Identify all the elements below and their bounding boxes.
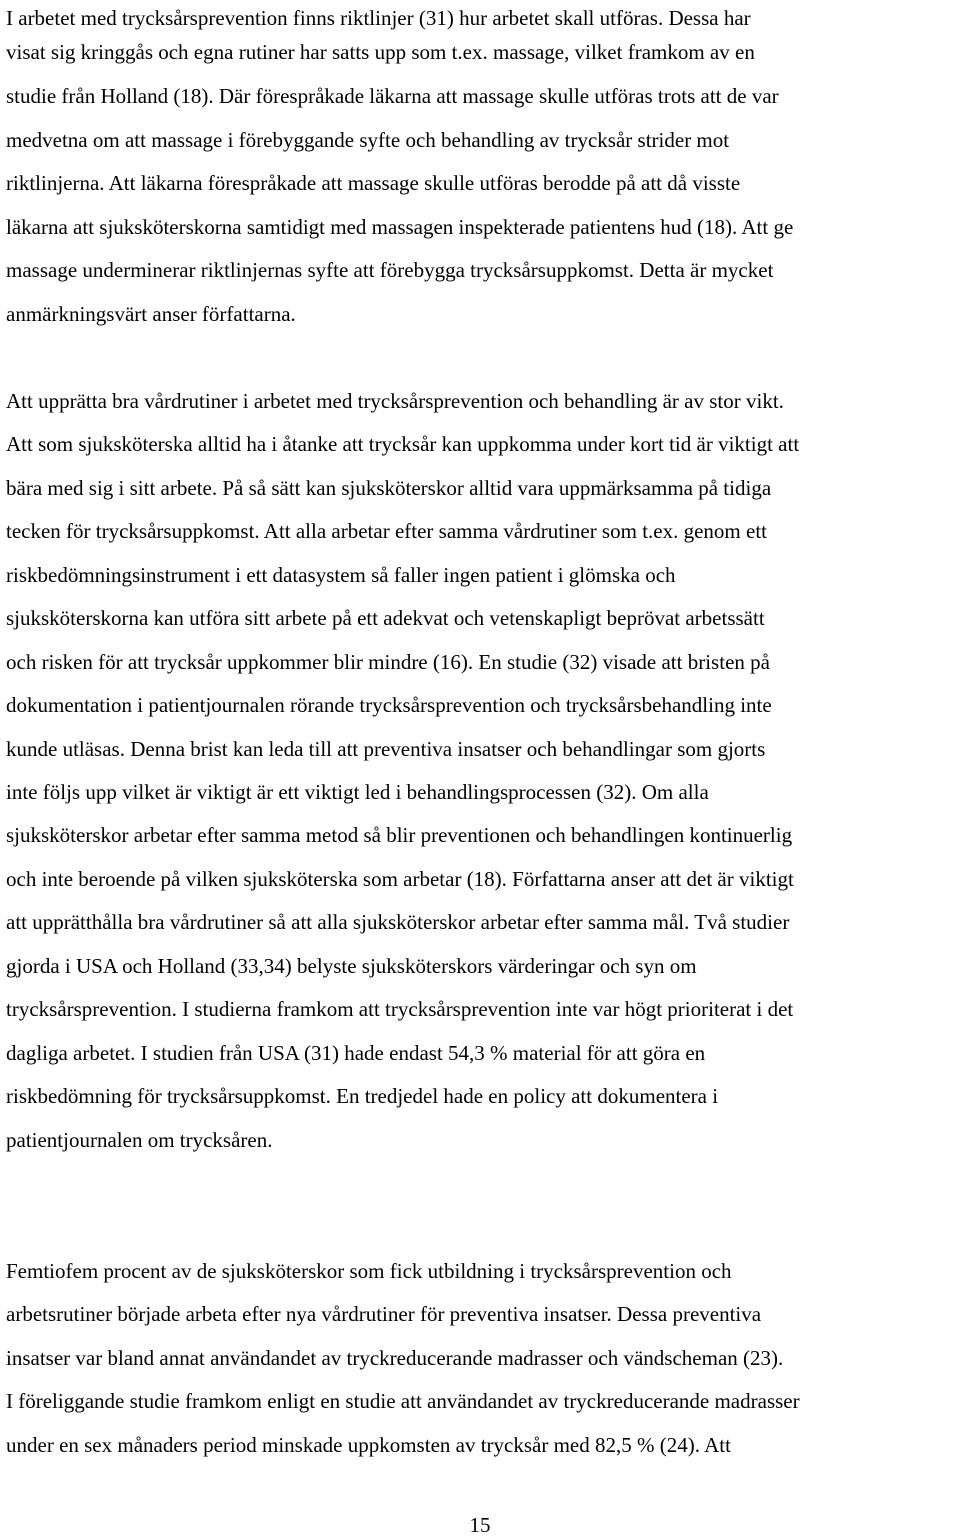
text-line: I föreliggande studie framkom enligt en studie att användandet av tryckreducerande madrasser	[6, 1389, 800, 1413]
text-line: inte följs upp vilket är viktigt är ett viktigt led i behandlingsprocessen (32). Om alla	[6, 780, 709, 804]
text-line: dagliga arbetet. I studien från USA (31) hade endast 54,3 % material för att göra en	[6, 1041, 706, 1065]
text-line: riskbedömning för trycksårsuppkomst. En tredjedel hade en policy att dokumentera i	[6, 1084, 719, 1108]
text-line: tecken för trycksårsuppkomst. Att alla arbetar efter samma vårdrutiner som t.ex. genom ett	[6, 519, 767, 543]
text-line: och risken för att trycksår uppkommer blir mindre (16). En studie (32) visade att bristen på	[6, 650, 770, 674]
text-line: dokumentation i patientjournalen rörande trycksårsprevention och trycksårsbehandling inte	[6, 693, 772, 717]
text-line: arbetsrutiner började arbeta efter nya vårdrutiner för preventiva insatser. Dessa preventiva	[6, 1302, 762, 1326]
text-line: riskbedömningsinstrument i ett datasystem så faller ingen patient i glömska och	[6, 563, 676, 587]
text-line: insatser var bland annat användandet av tryckreducerande madrasser och vändscheman (23).	[6, 1346, 784, 1370]
text-line: medvetna om att massage i förebyggande syfte och behandling av trycksår strider mot	[6, 128, 730, 152]
text-line: läkarna att sjuksköterskorna samtidigt med massagen inspekterade patientens hud (18). Att ge	[6, 215, 794, 239]
text-line: gjorda i USA och Holland (33,34) belyste sjuksköterskors värderingar och syn om	[6, 954, 697, 978]
page-number: 15	[469, 1513, 491, 1537]
text-line: visat sig kringgås och egna rutiner har satts upp som t.ex. massage, vilket framkom av en	[6, 40, 755, 64]
text-line: I arbetet med trycksårsprevention finns riktlinjer (31) hur arbetet skall utföras. Dessa har	[6, 6, 751, 30]
text-line: anmärkningsvärt anser författarna.	[6, 302, 296, 326]
text-line: Att som sjuksköterska alltid ha i åtanke att trycksår kan uppkomma under kort tid är viktigt att	[6, 432, 800, 456]
text-line: sjuksköterskorna kan utföra sitt arbete på ett adekvat och vetenskapligt beprövat arbetssätt	[6, 606, 765, 630]
text-line: att upprätthålla bra vårdrutiner så att alla sjuksköterskor arbetar efter samma mål. Två studier	[6, 910, 790, 934]
text-line: massage underminerar riktlinjernas syfte att förebygga trycksårsuppkomst. Detta är mycket	[6, 258, 774, 282]
text-line: Att upprätta bra vårdrutiner i arbetet med trycksårsprevention och behandling är av stor vikt.	[6, 389, 784, 413]
text-line: och inte beroende på vilken sjuksköterska som arbetar (18). Författarna anser att det är viktigt	[6, 867, 794, 891]
text-line: kunde utläsas. Denna brist kan leda till att preventiva insatser och behandlingar som gjorts	[6, 737, 766, 761]
text-line: studie från Holland (18). Där förespråkade läkarna att massage skulle utföras trots att de var	[6, 84, 779, 108]
text-line: patientjournalen om trycksåren.	[6, 1128, 273, 1152]
text-line: under en sex månaders period minskade uppkomsten av trycksår med 82,5 % (24). Att	[6, 1433, 731, 1457]
text-line: bära med sig i sitt arbete. På så sätt kan sjuksköterskor alltid vara uppmärksamma på tidiga	[6, 476, 772, 500]
text-line: sjuksköterskor arbetar efter samma metod så blir preventionen och behandlingen kontinuerlig	[6, 823, 793, 847]
text-line: trycksårsprevention. I studierna framkom att trycksårsprevention inte var högt prioriterat i det	[6, 997, 794, 1021]
text-line: Femtiofem procent av de sjuksköterskor som fick utbildning i trycksårsprevention och	[6, 1259, 732, 1283]
text-line: riktlinjerna. Att läkarna förespråkade att massage skulle utföras berodde på att då visste	[6, 171, 741, 195]
